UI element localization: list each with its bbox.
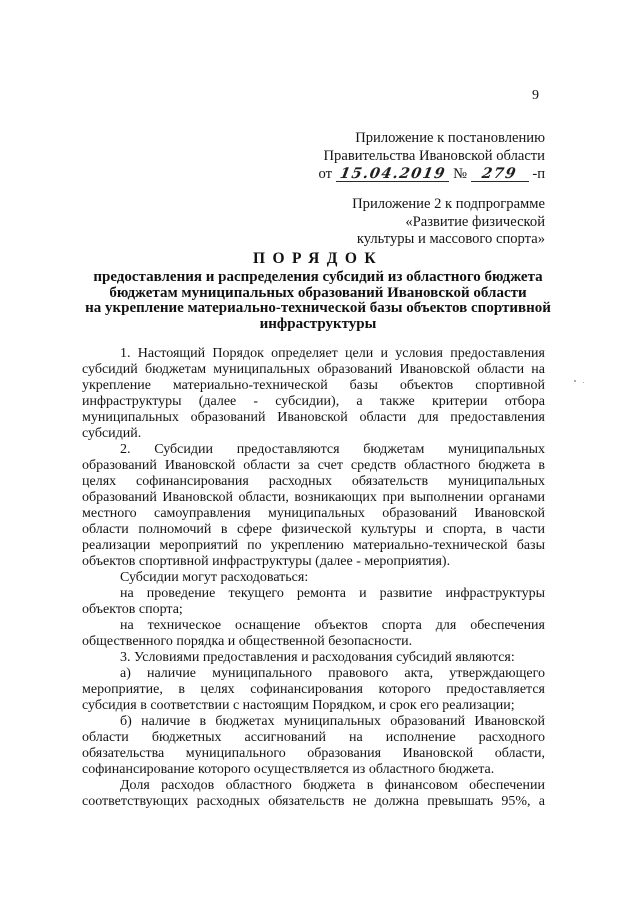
title-subtitle-line: бюджетам муниципальных образований Ивановской области (109, 284, 527, 301)
handwritten-date: 15.04.2019 (338, 165, 448, 182)
body-line: обязательства муниципального образования Ивановской области, (82, 746, 545, 761)
body-line: объектов спорта; (82, 602, 183, 617)
document-body (82, 346, 545, 810)
title-heading: ПОРЯДОК (252, 250, 384, 267)
date-blank-underline (336, 167, 450, 182)
body-line: общественного порядка и общественной безопасности. (82, 634, 413, 649)
body-line: объектов спортивной инфраструктуры (далее - мероприятия). (82, 554, 451, 569)
title-subtitle-line: предоставления и распределения субсидий из областного бюджета (93, 269, 543, 286)
subprogram-reference-block (352, 196, 545, 249)
body-line: на проведение текущего ремонта и развитие инфраструктуры (120, 586, 545, 601)
annex-line: Правительства Ивановской области (323, 148, 545, 164)
handwritten-number: 279 (480, 165, 519, 182)
body-line: субсидий бюджетам муниципальных образований Ивановской области на (82, 362, 545, 377)
subprogram-line: культуры и массового спорта» (356, 231, 545, 247)
body-line: области полномочий в сфере физической культуры и спорта, в части (82, 522, 545, 537)
page-number: 9 (532, 88, 539, 103)
body-line: укрепление материально-технической базы объектов спортивной (82, 378, 545, 393)
body-line: образований Ивановской области, возникающих при выполнении органами (82, 490, 545, 505)
body-line: Доля расходов областного бюджета в финансовом обеспечении (120, 778, 545, 793)
body-line: мероприятие, в целях софинансирования которого предоставляется (82, 682, 545, 697)
document-title (82, 251, 554, 332)
body-line: субсидий. (82, 426, 142, 441)
body-line: 2. Субсидии предоставляются бюджетам муниципальных (120, 442, 545, 457)
body-line: Субсидии могут расходоваться: (120, 570, 309, 585)
body-line: на техническое оснащение объектов спорта для обеспечения (120, 618, 545, 633)
body-line: б) наличие в бюджетах муниципальных образований Ивановской (120, 714, 545, 729)
body-line: 3. Условиями предоставления и расходования субсидий являются: (120, 650, 515, 665)
body-line: субсидия в соответствии с настоящим Порядком, и срок его реализации; (82, 698, 515, 713)
title-subtitle-line: на укрепление материально-технической базы объектов спортивной (85, 300, 551, 317)
subprogram-line: Приложение 2 к подпрограмме (352, 196, 545, 212)
date-prefix: от (318, 166, 332, 182)
body-line: местного самоуправления муниципальных образований Ивановской (82, 506, 545, 521)
number-suffix: -п (532, 166, 545, 182)
body-line: инфраструктуры (далее - субсидии), а также критерии отбора (82, 394, 545, 409)
date-number-line (318, 165, 545, 183)
annex-line: Приложение к постановлению (355, 130, 545, 146)
body-line: реализации мероприятий по укреплению материально-технической базы (82, 538, 545, 553)
annex-reference-block (318, 129, 545, 183)
body-line: целях софинансирования расходных обязательств муниципальных (82, 474, 545, 489)
number-sign: № (453, 166, 468, 182)
body-line: области бюджетных ассигнований на исполнение расходного (82, 730, 545, 745)
body-line: соответствующих расходных обязательств не должна превышать 95%, а (82, 794, 545, 809)
scan-speck (583, 382, 584, 383)
title-subtitle-line: инфраструктуры (259, 315, 377, 332)
body-line: а) наличие муниципального правового акта, утверждающего (120, 666, 545, 681)
scan-speck (574, 380, 576, 382)
body-line: образований Ивановской области за счет средств областного бюджета в (82, 458, 545, 473)
body-line: софинансирование которого осуществляется из областного бюджета. (82, 762, 495, 777)
body-line: муниципальных образований Ивановской области для предоставления (82, 410, 545, 425)
subprogram-line: «Развитие физической (405, 213, 545, 230)
number-blank-underline (471, 167, 529, 182)
body-line: 1. Настоящий Порядок определяет цели и условия предоставления (120, 346, 545, 361)
